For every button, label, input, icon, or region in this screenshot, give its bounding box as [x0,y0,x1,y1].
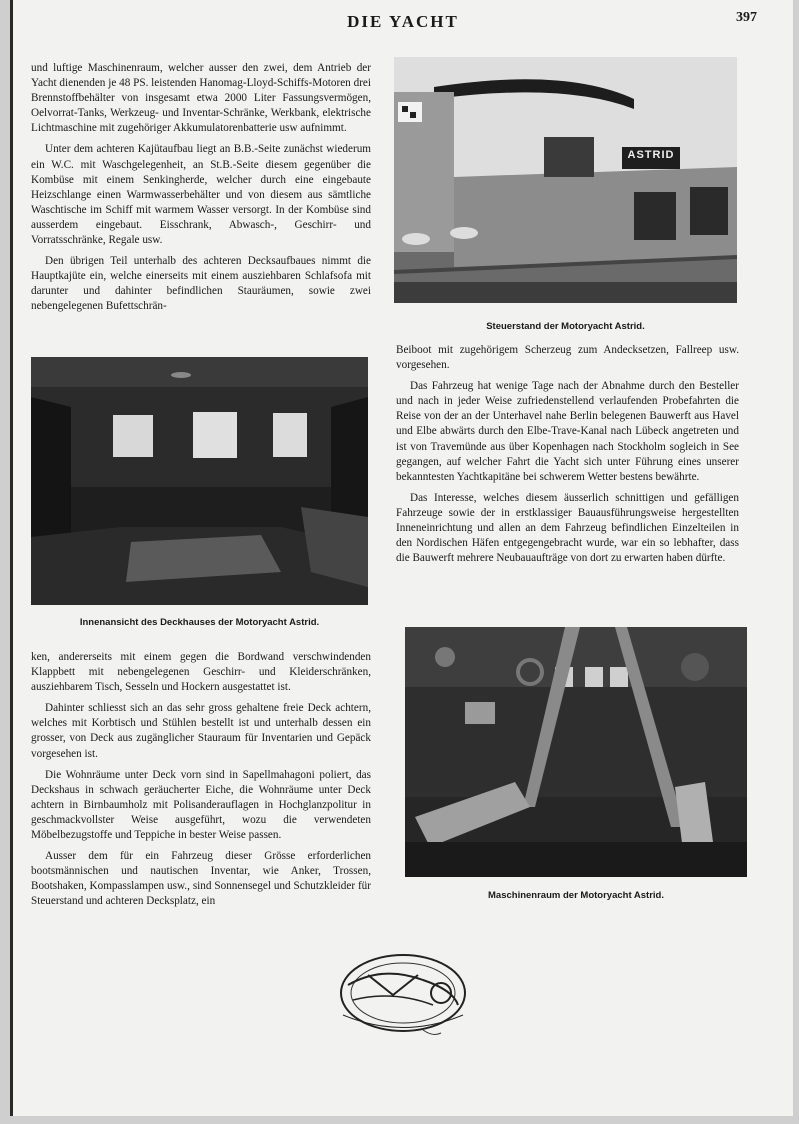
paragraph: Die Wohnräume unter Deck vorn sind in Sapellmahagoni poliert, das Deckshaus in schwach geräucherter Eiche, die Wohnräume unter Deck achtern in Birnbaumholz mit Polisanderauflagen in Hochglanzpolitur in geschmackvollster Weise ausgeführt, wozu die verwendeten Möbelbezugstoffe und Teppiche in bester Weise passen. [31,768,371,842]
running-header: DIE YACHT [347,12,459,31]
engine-room-photo [405,627,747,877]
deckhouse-photo-caption: Innenansicht des Deckhauses der Motoryacht Astrid. [79,617,320,628]
engine-room-photo-caption: Maschinenraum der Motoryacht Astrid. [488,890,664,901]
yacht-nameplate: ASTRID [627,149,675,161]
left-column-top-text [31,61,371,321]
paragraph: Beiboot mit zugehörigem Scherzeug zum Andecksetzen, Fallreep usw. vorgesehen. [396,344,739,372]
deckhouse-interior-photo [31,357,368,605]
paragraph: ken, andererseits mit einem gegen die Bordwand verschwindenden Klappbett mit nebengelegenen Geschirr- und Kleiderschränken, ausziehbarem Tisch, Sesseln und Hockern ausgestattet ist. [31,651,371,694]
decorative-vignette [323,945,483,1045]
page-number: 397 [736,10,757,25]
paragraph: Dahinter schliesst sich an das sehr gross gehaltene freie Deck achtern, welches mit Korbtisch und Stühlen bestellt ist und unterhalb dessen ein grosser, von Deck aus zugänglicher Stauraum für Inventarien und Gepäck vorgesehen ist. [31,702,371,760]
paragraph: und luftige Maschinenraum, welcher ausser den zwei, dem Antrieb der Yacht dienenden je 48 PS. leistenden Hanomag-Lloyd-Schiffs-Motoren drei Brennstoffbehälter von insgesamt etwa 2000 Liter Fassungsvermögen, Oelvorrat-Tanks, Werkzeug- und Inventar-Schränke, Werkbank, elektrische Lichtmaschine mit zugehöriger Akkumulatorenbatterie usw aufnimmt. [31,62,371,135]
steering-stand-photo-caption: Steuerstand der Motoryacht Astrid. [486,321,645,332]
paragraph: Das Fahrzeug hat wenige Tage nach der Abnahme durch den Besteller und nach in jeder Weise zufriedenstellend verlaufenden Probefahrten die Reise von der an der Unterhavel nahe Berlin belegenen Bauwerft aus Havel und Elbe abwärts durch den Elbe-Trave-Kanal nach Lübeck angetreten und ist von Travemünde aus über Kopenhagen nach Stockholm sogleich in See gegangen, auf welcher Fahrt die Yacht sich unter Führung eines unserer bekanntesten Yachtkapitäne bei schwerem Wetter bestens bewährte. [396,380,739,483]
paragraph: Den übrigen Teil unterhalb des achteren Decksaufbaues nimmt die Hauptkajüte ein, welche einerseits mit einem ausziehbaren Schlafsofa mit darunter und dahinter befindlichen Stauräumen, sowie zwei nebengelegenen Bufettschrän- [31,255,371,313]
paragraph: Ausser dem für ein Fahrzeug dieser Grösse erforderlichen bootsmännischen und nautischen Inventar, wie Anker, Trossen, Bootshaken, Kompasslampen usw., sind Sonnensegel und Schutzkleider für Steuerstand und achteren Decksplatz, ein [31,850,371,908]
right-column-text [396,343,739,572]
left-column-bottom-text [31,650,371,916]
magazine-page [10,0,793,1116]
paragraph: Das Interesse, welches diesem äusserlich schnittigen und gefälligen Fahrzeuge sowie der in erstklassiger Bauausführungsweise hergestellten Inneneinrichtung und allen an dem Fahrzeug befindlichen Einzelteilen in den Nordischen Häfen entgegengebracht wurde, war ein so lebhafter, dass die Bauwerft mehrere Neubauaufträge von dort zu erwarten haben dürfte. [396,491,739,565]
steering-stand-photo [394,57,737,303]
paragraph: Unter dem achteren Kajütaufbau liegt an B.B.-Seite zunächst wiederum ein W.C. mit Waschgelegenheit, an St.B.-Seite diesem gegenüber die Kombüse mit einem Senkingherde, welcher durch eine eingebaute Heizschlange einen Warmwasserbehälter und von diesem aus sämtliche Waschtische im Schiff mit warmem Wasser versorgt. In der Kombüse sind ausserdem eingebaut. Eisschrank, Abwasch-, Geschirr- und Vorratsschränke, Regale usw. [31,143,371,247]
